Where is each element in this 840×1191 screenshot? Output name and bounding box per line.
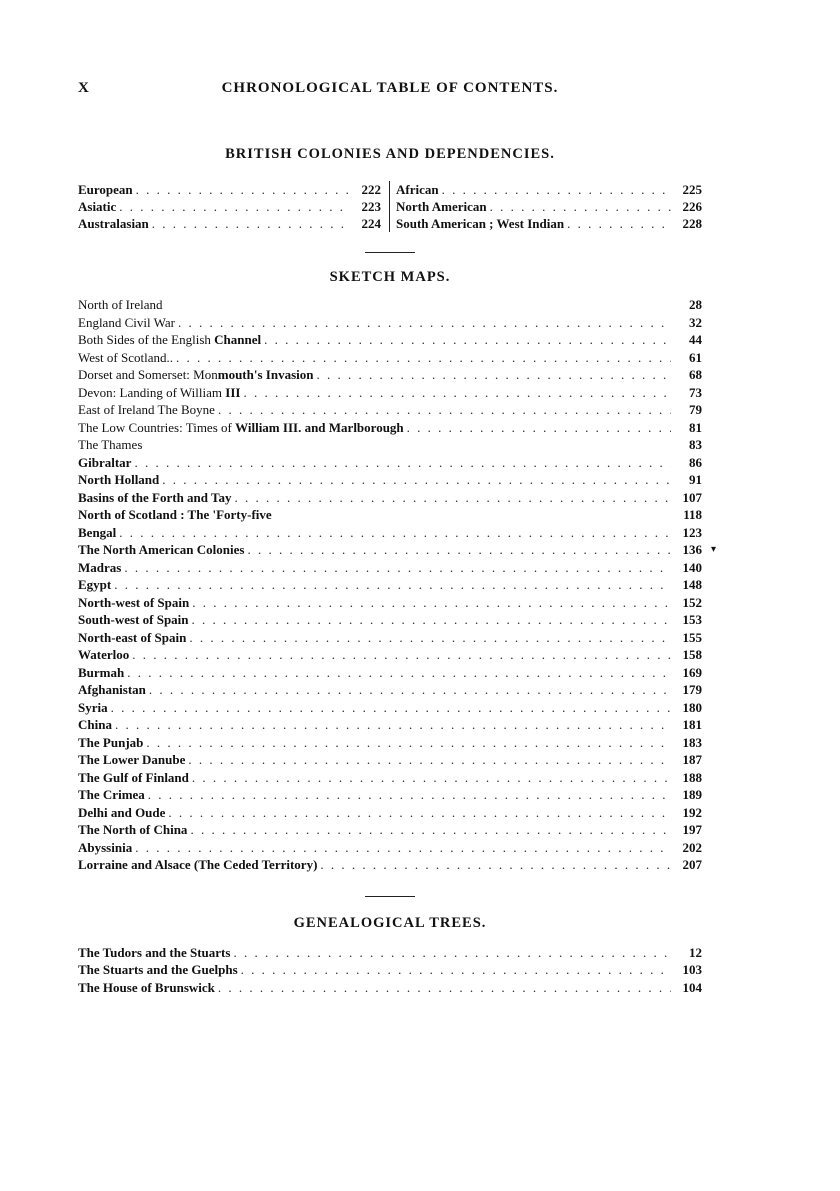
leader-dots: [192, 769, 671, 787]
list-item: [78, 419, 702, 437]
leader-dots: [188, 751, 671, 769]
leader-dots: [243, 384, 671, 402]
leader-dots: [168, 804, 671, 822]
leader-dots: [115, 716, 671, 734]
entry-title: The Low Countries: Times of William III. and Marlborough: [78, 419, 404, 435]
genealogical-trees-heading: GENEALOGICAL TREES.: [293, 914, 487, 931]
colonies-right-column: [390, 181, 702, 232]
list-item: [78, 751, 702, 769]
leader-dots: [247, 541, 671, 559]
entry-title: Gibraltar: [78, 454, 132, 470]
leader-dots: [264, 331, 671, 349]
page-number: 118: [683, 507, 702, 522]
page-number: 73: [689, 384, 702, 400]
entry-title: The House of Brunswick: [78, 979, 215, 995]
page-number: 183: [682, 734, 702, 750]
page-number: 68: [689, 367, 702, 382]
page-number: 79: [689, 402, 702, 417]
page-number: 202: [682, 839, 702, 855]
page-number: 61: [689, 349, 702, 365]
page-number: 207: [682, 857, 702, 872]
list-item: [78, 769, 702, 787]
page-number: 91: [689, 472, 702, 487]
genealogical-trees-list: [78, 944, 702, 997]
leader-dots: [407, 419, 671, 437]
page-number: 152: [682, 594, 702, 610]
entry-title: Lorraine and Alsace (The Ceded Territory): [78, 857, 318, 872]
entry-title: North of Ireland: [78, 297, 163, 312]
entry-title: Delhi and Oude: [78, 804, 166, 820]
entry-title: Madras: [78, 559, 122, 575]
leader-dots: [192, 611, 671, 629]
page-number: 107: [682, 489, 702, 505]
list-item: [78, 489, 702, 507]
list-item: [78, 524, 702, 542]
leader-dots: [124, 559, 671, 577]
leader-dots: [135, 839, 671, 857]
list-item: [78, 296, 702, 314]
entry-title: Abyssinia: [78, 839, 133, 855]
list-item: [78, 366, 702, 384]
list-item: [78, 856, 702, 874]
colony-entry: Australasian . . . 224: [78, 215, 381, 232]
list-item: [78, 611, 702, 629]
contents-page: [78, 76, 716, 996]
page-folio: X: [78, 80, 90, 96]
entry-title: The Thames: [78, 437, 143, 452]
entry-title: The Gulf of Finland: [78, 769, 189, 785]
list-item: [78, 471, 702, 489]
leader-dots: [189, 629, 671, 647]
leader-dots: [241, 961, 671, 979]
list-item: [78, 646, 702, 664]
page-number: 103: [682, 962, 702, 977]
leader-dots: [146, 734, 671, 752]
list-item: [78, 559, 702, 577]
colony-entry: South American ; West Indian . . . 228: [396, 215, 702, 232]
page-number: 148: [682, 577, 702, 592]
colony-entry: European . . . 222: [78, 181, 381, 198]
page-number: 81: [689, 419, 702, 435]
entry-title: Both Sides of the English Channel: [78, 332, 262, 347]
colonies-table: [78, 181, 702, 232]
page-number: 192: [682, 804, 702, 820]
leader-dots: [235, 489, 671, 507]
entry-title: North-east of Spain: [78, 629, 187, 645]
page-number: 181: [682, 717, 702, 732]
entry-title: Egypt: [78, 577, 112, 592]
list-item: [78, 349, 702, 367]
list-item: [78, 786, 702, 804]
leader-dots: [132, 646, 671, 664]
page-number: 32: [689, 314, 702, 330]
list-item: [78, 979, 702, 997]
leader-dots: [176, 349, 671, 367]
list-item: [78, 716, 702, 734]
list-item: [78, 436, 702, 454]
entry-title: Devon: Landing of William III: [78, 384, 241, 400]
list-item: [78, 331, 702, 349]
margin-mark: ▾: [710, 544, 716, 555]
list-item: [78, 734, 702, 752]
entry-title: Afghanistan: [78, 682, 146, 697]
list-item: [78, 384, 702, 402]
page-number: 155: [682, 629, 702, 645]
entry-title: The Crimea: [78, 787, 145, 802]
list-item: [78, 821, 702, 839]
leader-dots: [218, 401, 671, 419]
list-item: [78, 401, 702, 419]
entry-title: Basins of the Forth and Tay: [78, 489, 232, 505]
page-number: 169: [682, 664, 702, 680]
list-item: [78, 961, 702, 979]
list-item: [78, 681, 702, 699]
leader-dots: [134, 454, 671, 472]
leader-dots: [218, 979, 671, 997]
leader-dots: [149, 681, 671, 699]
list-item: [78, 944, 702, 962]
entry-title: Bengal: [78, 524, 117, 540]
list-item: [78, 664, 702, 682]
page-number: 189: [682, 787, 702, 802]
leader-dots: [111, 699, 671, 717]
entry-title: The North of China: [78, 822, 188, 837]
leader-dots: [148, 786, 671, 804]
entry-title: North Holland: [78, 472, 160, 487]
entry-title: China: [78, 717, 112, 732]
sketch-maps-list: [78, 296, 716, 874]
running-head-title: CHRONOLOGICAL TABLE OF CONTENTS.: [221, 80, 559, 96]
leader-dots: [119, 524, 671, 542]
page-number: 180: [682, 699, 702, 715]
entry-title: The Tudors and the Stuarts: [78, 944, 231, 960]
leader-dots: [320, 856, 671, 874]
page-number: 187: [682, 752, 702, 767]
list-item: [78, 314, 702, 332]
entry-title: North-west of Spain: [78, 594, 190, 610]
leader-dots: [190, 821, 671, 839]
list-item: [78, 699, 702, 717]
section-divider: [365, 896, 415, 897]
list-item: [78, 804, 702, 822]
entry-title: The North American Colonies: [78, 542, 245, 557]
list-item: [78, 454, 702, 472]
colony-entry: North American . . . 226: [396, 198, 702, 215]
leader-dots: [178, 314, 671, 332]
leader-dots: [233, 944, 671, 962]
entry-title: East of Ireland The Boyne: [78, 402, 215, 417]
page-number: 158: [682, 647, 702, 662]
colonies-heading: BRITISH COLONIES AND DEPENDENCIES.: [225, 146, 555, 162]
entry-title: Dorset and Somerset: Monmouth's Invasion: [78, 367, 314, 382]
list-item: [78, 541, 716, 559]
page-number: 12: [689, 944, 702, 960]
list-item: [78, 594, 702, 612]
entry-title: The Stuarts and the Guelphs: [78, 962, 238, 977]
page-number: 44: [689, 332, 702, 347]
entry-title: South-west of Spain: [78, 612, 189, 627]
page-number: 188: [682, 769, 702, 785]
leader-dots: [192, 594, 671, 612]
colonies-left-column: [78, 181, 390, 232]
page-number: 83: [689, 437, 702, 452]
list-item: [78, 506, 702, 524]
entry-title: The Lower Danube: [78, 752, 186, 767]
sketch-maps-heading: SKETCH MAPS.: [329, 269, 451, 285]
entry-title: West of Scotland..: [78, 349, 173, 365]
colony-entry: Asiatic . . . 223: [78, 198, 381, 215]
leader-dots: [114, 576, 671, 594]
entry-title: Burmah: [78, 664, 125, 680]
page-number: 136: [682, 542, 702, 557]
page-number: 86: [689, 454, 702, 470]
page-number: 28: [689, 297, 702, 312]
colony-entry: African . . . 225: [396, 181, 702, 198]
section-divider: [365, 252, 415, 253]
entry-title: England Civil War: [78, 314, 175, 330]
entry-title: North of Scotland : The 'Forty-five: [78, 507, 272, 522]
page-number: 104: [682, 979, 702, 995]
leader-dots: [162, 471, 671, 489]
entry-title: Waterloo: [78, 647, 130, 662]
entry-title: The Punjab: [78, 734, 144, 750]
list-item: [78, 629, 702, 647]
list-item: [78, 576, 702, 594]
page-number: 197: [682, 822, 702, 837]
list-item: [78, 839, 702, 857]
page-number: 140: [682, 559, 702, 575]
page-number: 179: [682, 682, 702, 697]
page-number: 153: [682, 612, 702, 627]
leader-dots: [316, 366, 671, 384]
page-number: 123: [682, 524, 702, 540]
running-head: [78, 76, 702, 100]
entry-title: Syria: [78, 699, 108, 715]
leader-dots: [127, 664, 671, 682]
